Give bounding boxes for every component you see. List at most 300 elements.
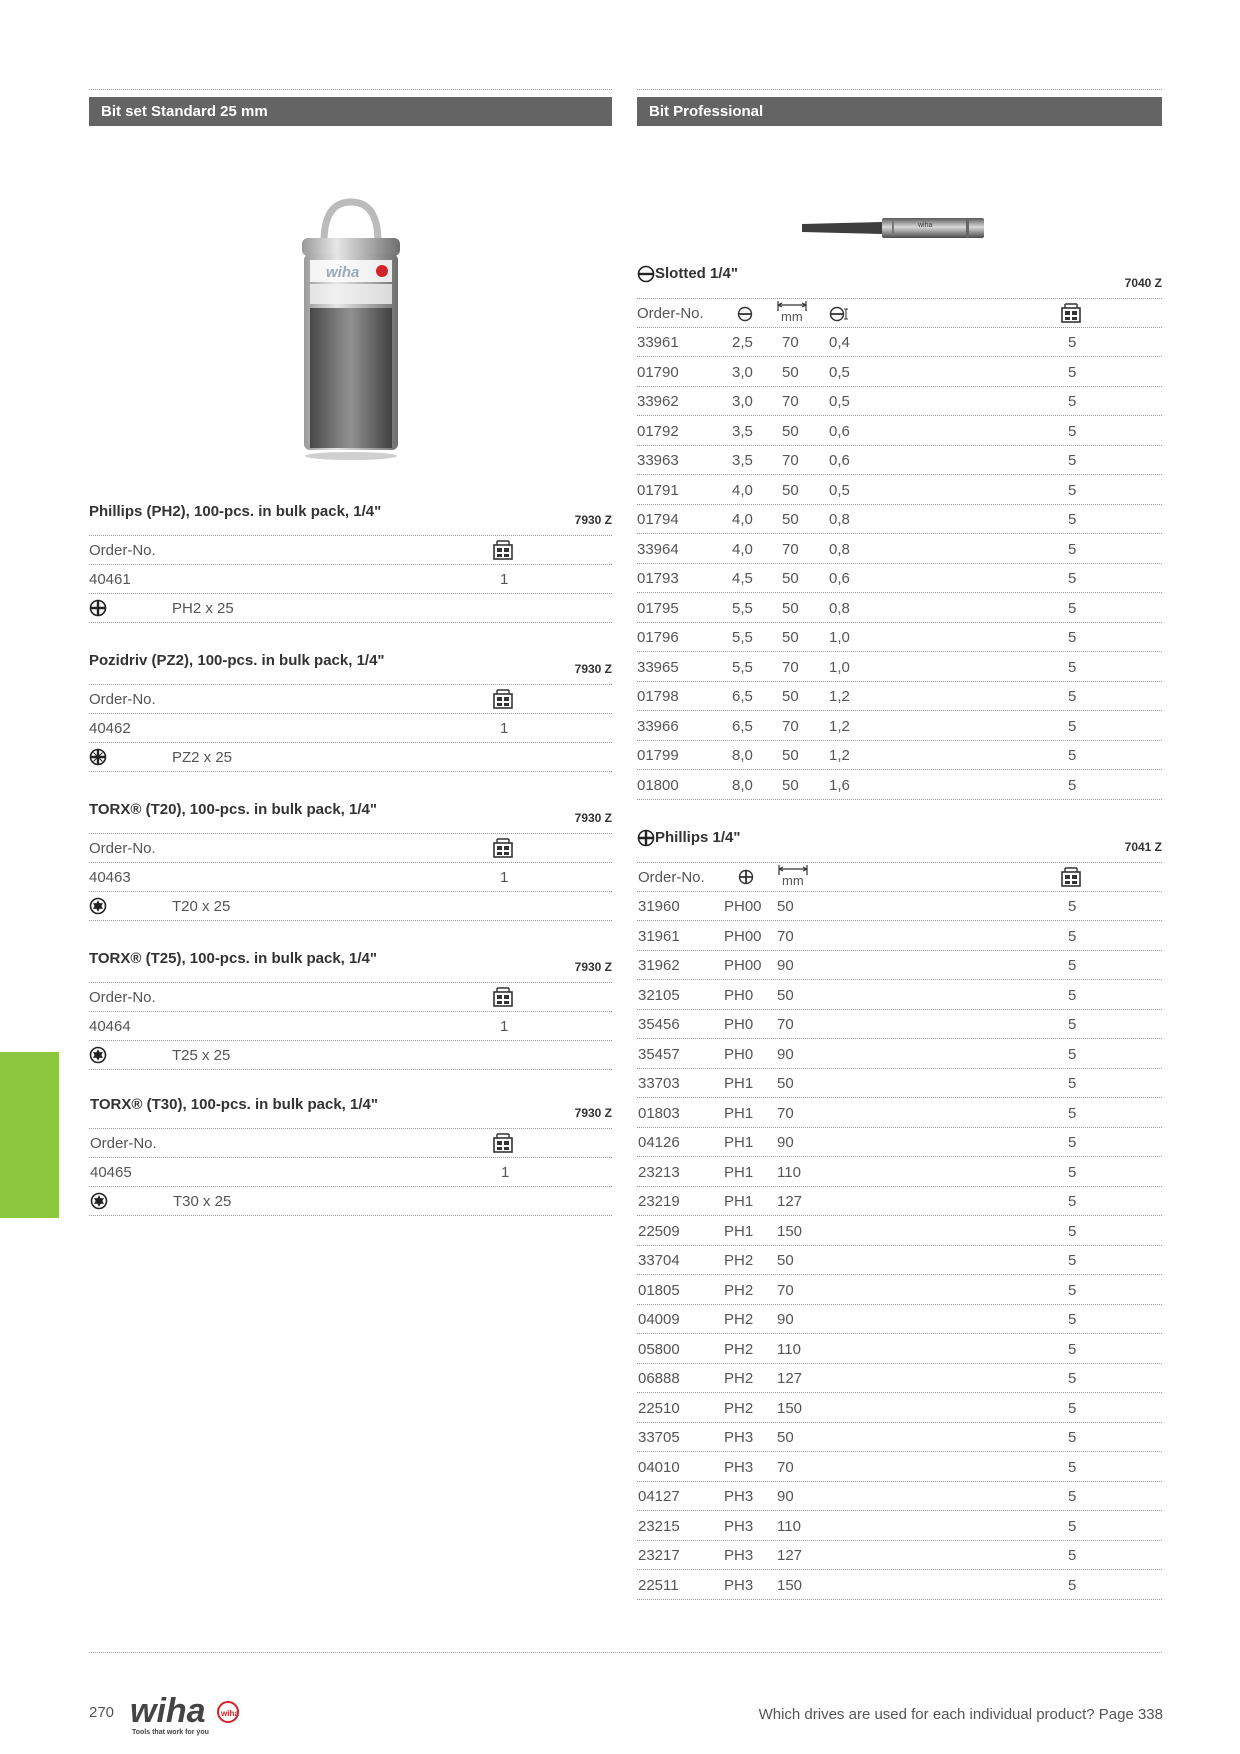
phillips-title-text: Phillips 1/4" bbox=[655, 829, 741, 846]
table-cell: 23215 bbox=[638, 1517, 680, 1535]
order-no-label: Order-No. bbox=[89, 840, 156, 857]
article-code: 7930 Z bbox=[574, 1106, 612, 1120]
table-cell: 0,5 bbox=[829, 481, 850, 499]
left-header-bar: Bit set Standard 25 mm bbox=[89, 97, 612, 126]
table-cell: 50 bbox=[777, 898, 794, 915]
size-row bbox=[89, 1187, 612, 1216]
order-no-label: Order-No. bbox=[638, 869, 705, 886]
table-row bbox=[637, 771, 1162, 800]
table-cell: 3,5 bbox=[732, 422, 753, 440]
table-row bbox=[637, 1158, 1162, 1187]
table-cell: 01792 bbox=[637, 422, 679, 440]
table-cell: PH3 bbox=[724, 1547, 754, 1564]
table-cell: 31960 bbox=[638, 898, 680, 915]
table-cell: PH1 bbox=[724, 1104, 754, 1122]
table-cell: 5 bbox=[1068, 1252, 1077, 1269]
table-cell: 4,0 bbox=[732, 540, 753, 558]
table-cell: PH3 bbox=[724, 1458, 754, 1476]
blade-thickness-icon bbox=[829, 305, 849, 322]
table-cell: 0,8 bbox=[829, 599, 850, 617]
table-cell: 90 bbox=[777, 1134, 794, 1151]
table-cell: 70 bbox=[782, 452, 799, 469]
table-row bbox=[637, 981, 1162, 1010]
table-cell: 50 bbox=[782, 599, 799, 617]
table-cell: 1,2 bbox=[829, 688, 850, 705]
table-row bbox=[637, 1335, 1162, 1364]
table-cell: PH2 bbox=[724, 1340, 754, 1358]
order-row bbox=[89, 1158, 612, 1187]
table-cell: 5 bbox=[1068, 1222, 1077, 1240]
package-icon bbox=[1061, 303, 1081, 323]
wiha-logo bbox=[130, 1692, 240, 1741]
table-cell: 5 bbox=[1068, 1547, 1077, 1564]
table-cell: 23217 bbox=[638, 1547, 680, 1564]
phillips-icon bbox=[637, 829, 655, 846]
table-cell: PH3 bbox=[724, 1488, 754, 1505]
table-cell: 5 bbox=[1068, 1016, 1077, 1033]
table-cell: 5 bbox=[1068, 1163, 1077, 1181]
table-cell: 5 bbox=[1068, 1429, 1077, 1446]
svg-text:wiha: wiha bbox=[918, 222, 933, 229]
table-cell: 5 bbox=[1068, 898, 1077, 915]
table-cell: 8,0 bbox=[732, 747, 753, 764]
order-no-label: Order-No. bbox=[89, 691, 156, 708]
table-row bbox=[637, 712, 1162, 741]
table-cell: 3,0 bbox=[732, 393, 753, 410]
table-row bbox=[637, 505, 1162, 534]
section-title: TORX® (T30), 100-pcs. in bulk pack, 1/4" bbox=[90, 1096, 378, 1113]
svg-text:wiha: wiha bbox=[326, 264, 360, 281]
table-cell: 3,5 bbox=[732, 452, 753, 469]
table-cell: 5 bbox=[1068, 1311, 1077, 1328]
table-row bbox=[637, 1512, 1162, 1541]
table-row bbox=[637, 1010, 1162, 1039]
table-cell: 5,5 bbox=[732, 658, 753, 676]
table-row bbox=[637, 682, 1162, 711]
footer-note: Which drives are used for each individual product? Page 338 bbox=[758, 1706, 1163, 1723]
quantity: 1 bbox=[500, 571, 509, 588]
table-cell: 70 bbox=[782, 717, 799, 735]
table-cell: 50 bbox=[782, 629, 799, 646]
table-row bbox=[637, 1423, 1162, 1452]
package-icon bbox=[493, 1133, 513, 1153]
table-row bbox=[637, 1069, 1162, 1098]
table-cell: 01793 bbox=[637, 570, 679, 587]
table-cell: 5 bbox=[1068, 776, 1077, 794]
table-cell: 127 bbox=[777, 1547, 803, 1564]
table-row bbox=[637, 1453, 1162, 1482]
table-cell: 0,6 bbox=[829, 452, 850, 469]
order-no-label: Order-No. bbox=[90, 1135, 157, 1152]
table-cell: 5 bbox=[1068, 927, 1077, 945]
table-cell: 05800 bbox=[638, 1340, 680, 1358]
table-cell: 5 bbox=[1068, 1370, 1077, 1387]
table-cell: 4,0 bbox=[732, 481, 753, 499]
table-cell: 5 bbox=[1068, 363, 1077, 381]
footer-rule bbox=[89, 1652, 1162, 1653]
table-cell: 5 bbox=[1068, 1517, 1077, 1535]
package-icon bbox=[493, 838, 513, 858]
page-number: 270 bbox=[89, 1704, 115, 1721]
table-cell: 23213 bbox=[638, 1163, 680, 1181]
table-cell: 150 bbox=[777, 1399, 803, 1417]
article-code: 7930 Z bbox=[574, 513, 612, 527]
table-row bbox=[637, 1305, 1162, 1334]
slotted-title-text: Slotted 1/4" bbox=[655, 265, 738, 282]
table-cell: 5 bbox=[1068, 570, 1077, 587]
table-cell: PH1 bbox=[724, 1134, 754, 1151]
bit-size: PZ2 x 25 bbox=[172, 749, 233, 766]
table-cell: 1,0 bbox=[829, 658, 850, 676]
slotted-article-code: 7040 Z bbox=[1124, 276, 1162, 290]
table-row bbox=[637, 1394, 1162, 1423]
article-code: 7930 Z bbox=[574, 662, 612, 676]
table-cell: 5 bbox=[1068, 599, 1077, 617]
table-cell: 50 bbox=[782, 776, 799, 794]
table-row bbox=[637, 1187, 1162, 1216]
table-cell: 90 bbox=[777, 1311, 794, 1328]
table-cell: 4,5 bbox=[732, 570, 753, 587]
table-row bbox=[637, 951, 1162, 980]
table-cell: 0,6 bbox=[829, 422, 850, 440]
table-row bbox=[637, 446, 1162, 475]
table-cell: 5 bbox=[1068, 957, 1077, 974]
table-cell: 50 bbox=[782, 688, 799, 705]
table-cell: 50 bbox=[777, 1075, 794, 1092]
section-title: TORX® (T25), 100-pcs. in bulk pack, 1/4" bbox=[89, 950, 377, 967]
torx-icon bbox=[89, 897, 107, 915]
table-cell: 4,0 bbox=[732, 511, 753, 528]
table-cell: 31961 bbox=[638, 927, 680, 945]
table-row bbox=[637, 1541, 1162, 1570]
table-cell: 5 bbox=[1068, 1399, 1077, 1417]
table-cell: 5 bbox=[1068, 1104, 1077, 1122]
svg-text:Tools that work for you: Tools that work for you bbox=[132, 1729, 209, 1736]
bit-size: T25 x 25 bbox=[172, 1047, 231, 1064]
table-cell: 150 bbox=[777, 1576, 803, 1594]
order-no-label: Order-No. bbox=[637, 305, 704, 322]
svg-text:wiha: wiha bbox=[221, 1709, 239, 1718]
table-cell: 22511 bbox=[638, 1576, 679, 1594]
table-cell: 110 bbox=[777, 1163, 801, 1181]
table-row bbox=[637, 358, 1162, 387]
order-row bbox=[89, 565, 612, 594]
table-cell: 6,5 bbox=[732, 717, 753, 735]
mm-label: mm bbox=[782, 873, 804, 888]
phillips-header-row bbox=[637, 863, 1162, 892]
table-cell: 50 bbox=[782, 481, 799, 499]
table-cell: PH2 bbox=[724, 1370, 754, 1387]
table-cell: 6,5 bbox=[732, 688, 753, 705]
table-cell: 70 bbox=[777, 1104, 794, 1122]
table-cell: 01790 bbox=[637, 363, 679, 381]
table-cell: 0,5 bbox=[829, 363, 850, 381]
table-cell: 5,5 bbox=[732, 599, 753, 617]
table-row bbox=[637, 564, 1162, 593]
order-header-row bbox=[89, 1129, 612, 1158]
size-row bbox=[89, 594, 612, 623]
mm-label: mm bbox=[781, 309, 803, 324]
table-cell: 50 bbox=[782, 747, 799, 764]
table-cell: 01795 bbox=[637, 599, 679, 617]
table-cell: 5 bbox=[1068, 1488, 1077, 1505]
table-cell: 33961 bbox=[637, 334, 679, 351]
table-cell: 01796 bbox=[637, 629, 679, 646]
table-row bbox=[637, 387, 1162, 416]
table-cell: 0,6 bbox=[829, 570, 850, 587]
quantity: 1 bbox=[500, 720, 509, 737]
table-cell: 01791 bbox=[637, 481, 679, 499]
length-icon bbox=[777, 297, 807, 331]
phillips-icon bbox=[89, 599, 107, 617]
order-no: 40463 bbox=[89, 869, 131, 886]
table-row bbox=[637, 1099, 1162, 1128]
table-cell: 22510 bbox=[638, 1399, 680, 1417]
slotted-icon bbox=[637, 265, 655, 282]
size-row bbox=[89, 1041, 612, 1070]
table-cell: PH3 bbox=[724, 1576, 754, 1594]
package-icon bbox=[493, 540, 513, 560]
bulk-pack-image bbox=[296, 198, 406, 460]
table-cell: 5,5 bbox=[732, 629, 753, 646]
table-cell: 50 bbox=[782, 422, 799, 440]
table-cell: 5 bbox=[1068, 422, 1077, 440]
order-no: 40464 bbox=[89, 1018, 131, 1035]
table-cell: 01798 bbox=[637, 688, 679, 705]
bit-size: T30 x 25 bbox=[173, 1193, 232, 1210]
table-cell: 0,8 bbox=[829, 511, 850, 528]
order-header-row bbox=[89, 685, 612, 714]
table-cell: PH00 bbox=[724, 927, 762, 945]
table-cell: 01799 bbox=[637, 747, 679, 764]
quantity: 1 bbox=[500, 869, 509, 886]
table-cell: 04126 bbox=[638, 1134, 680, 1151]
table-cell: 110 bbox=[777, 1517, 801, 1535]
table-cell: PH1 bbox=[724, 1222, 754, 1240]
table-cell: 0,4 bbox=[829, 334, 850, 351]
order-no: 40465 bbox=[90, 1164, 132, 1181]
slotted-title bbox=[637, 265, 738, 283]
table-cell: 5 bbox=[1068, 452, 1077, 469]
section-title: Pozidriv (PZ2), 100-pcs. in bulk pack, 1/4" bbox=[89, 652, 385, 669]
table-cell: 70 bbox=[782, 658, 799, 676]
table-cell: 01803 bbox=[638, 1104, 680, 1122]
table-cell: 70 bbox=[782, 334, 799, 351]
table-cell: 5 bbox=[1068, 688, 1077, 705]
table-cell: 5 bbox=[1068, 481, 1077, 499]
table-cell: 70 bbox=[777, 1458, 794, 1476]
table-cell: 35456 bbox=[638, 1016, 680, 1033]
table-cell: 5 bbox=[1068, 1458, 1077, 1476]
table-cell: 5 bbox=[1068, 1576, 1077, 1594]
table-cell: 5 bbox=[1068, 717, 1077, 735]
table-cell: 5 bbox=[1068, 1134, 1077, 1151]
table-row bbox=[637, 1276, 1162, 1305]
table-cell: 22509 bbox=[638, 1222, 680, 1240]
table-cell: 50 bbox=[777, 986, 794, 1004]
package-icon bbox=[493, 689, 513, 709]
table-cell: PH3 bbox=[724, 1517, 754, 1535]
phillips-article-code: 7041 Z bbox=[1124, 840, 1162, 854]
table-cell: 31962 bbox=[638, 957, 680, 974]
table-row bbox=[637, 594, 1162, 623]
pozidriv-icon bbox=[89, 748, 107, 766]
table-cell: 04127 bbox=[638, 1488, 680, 1505]
torx-icon bbox=[89, 1046, 107, 1064]
table-cell: 5 bbox=[1068, 393, 1077, 410]
table-cell: PH2 bbox=[724, 1311, 754, 1328]
table-cell: 50 bbox=[782, 363, 799, 381]
table-cell: 70 bbox=[777, 927, 794, 945]
order-no: 40462 bbox=[89, 720, 131, 737]
table-cell: 2,5 bbox=[732, 334, 753, 351]
table-cell: 5 bbox=[1068, 1340, 1077, 1358]
order-header-row bbox=[89, 536, 612, 565]
table-cell: 1,2 bbox=[829, 747, 850, 764]
section-title: TORX® (T20), 100-pcs. in bulk pack, 1/4" bbox=[89, 801, 377, 818]
table-cell: 5 bbox=[1068, 540, 1077, 558]
table-cell: 5 bbox=[1068, 1281, 1077, 1299]
phillips-title bbox=[637, 829, 740, 847]
table-cell: 70 bbox=[782, 540, 799, 558]
bit-size: T20 x 25 bbox=[172, 898, 231, 915]
table-cell: 90 bbox=[777, 1488, 794, 1505]
order-no-label: Order-No. bbox=[89, 542, 156, 559]
table-cell: 33965 bbox=[637, 658, 679, 676]
table-cell: 50 bbox=[777, 1429, 794, 1446]
table-cell: 33962 bbox=[637, 393, 679, 410]
table-cell: PH00 bbox=[724, 957, 762, 974]
table-cell: 33963 bbox=[637, 452, 679, 469]
table-cell: PH0 bbox=[724, 986, 754, 1004]
table-row bbox=[637, 1217, 1162, 1246]
table-cell: 127 bbox=[777, 1370, 803, 1387]
table-cell: 01794 bbox=[637, 511, 679, 528]
table-row bbox=[637, 922, 1162, 951]
table-row bbox=[637, 653, 1162, 682]
table-cell: 5 bbox=[1068, 1075, 1077, 1092]
order-row bbox=[89, 714, 612, 743]
table-row bbox=[637, 1571, 1162, 1600]
quantity: 1 bbox=[500, 1018, 509, 1035]
table-cell: PH00 bbox=[724, 898, 762, 915]
package-icon bbox=[1061, 867, 1081, 887]
table-cell: 5 bbox=[1068, 629, 1077, 646]
table-cell: 50 bbox=[782, 570, 799, 587]
table-cell: 04010 bbox=[638, 1458, 680, 1476]
table-cell: 70 bbox=[777, 1016, 794, 1033]
bit-image bbox=[800, 214, 990, 240]
table-cell: 33703 bbox=[638, 1075, 680, 1092]
table-cell: PH1 bbox=[724, 1193, 754, 1210]
table-cell: 5 bbox=[1068, 747, 1077, 764]
table-row bbox=[637, 741, 1162, 770]
table-cell: 5 bbox=[1068, 658, 1077, 676]
table-row bbox=[637, 892, 1162, 921]
size-row bbox=[89, 743, 612, 772]
table-cell: 90 bbox=[777, 1045, 794, 1063]
table-cell: 32105 bbox=[638, 986, 680, 1004]
table-row bbox=[637, 1364, 1162, 1393]
table-row bbox=[637, 1482, 1162, 1511]
order-row bbox=[89, 1012, 612, 1041]
right-top-rule bbox=[637, 89, 1162, 90]
table-cell: 33966 bbox=[637, 717, 679, 735]
table-cell: 23219 bbox=[638, 1193, 680, 1210]
table-cell: 35457 bbox=[638, 1045, 680, 1063]
table-cell: 33964 bbox=[637, 540, 679, 558]
table-cell: 04009 bbox=[638, 1311, 680, 1328]
table-cell: 5 bbox=[1068, 986, 1077, 1004]
right-header-bar: Bit Professional bbox=[637, 97, 1162, 126]
table-row bbox=[637, 623, 1162, 652]
size-row bbox=[89, 892, 612, 921]
table-cell: 5 bbox=[1068, 1045, 1077, 1063]
chapter-tab bbox=[0, 1052, 59, 1218]
article-code: 7930 Z bbox=[574, 960, 612, 974]
order-no: 40461 bbox=[89, 571, 131, 588]
table-cell: 33705 bbox=[638, 1429, 680, 1446]
table-cell: 01805 bbox=[638, 1281, 680, 1299]
table-cell: 0,5 bbox=[829, 393, 850, 410]
table-cell: PH3 bbox=[724, 1429, 754, 1446]
table-cell: PH1 bbox=[724, 1163, 754, 1181]
table-cell: 1,2 bbox=[829, 717, 850, 735]
section-title: Phillips (PH2), 100-pcs. in bulk pack, 1/4" bbox=[89, 503, 382, 520]
table-cell: PH2 bbox=[724, 1399, 754, 1417]
svg-text:wiha: wiha bbox=[130, 1692, 206, 1730]
table-cell: 5 bbox=[1068, 511, 1077, 528]
table-cell: 1,6 bbox=[829, 776, 850, 794]
table-row bbox=[637, 1128, 1162, 1157]
table-cell: 70 bbox=[782, 393, 799, 410]
length-icon bbox=[778, 861, 808, 895]
bit-size: PH2 x 25 bbox=[172, 600, 234, 617]
table-cell: 06888 bbox=[638, 1370, 680, 1387]
table-row bbox=[637, 1040, 1162, 1069]
order-row bbox=[89, 863, 612, 892]
order-header-row bbox=[89, 834, 612, 863]
table-cell: 01800 bbox=[637, 776, 679, 794]
table-cell: 8,0 bbox=[732, 776, 753, 794]
table-row bbox=[637, 535, 1162, 564]
table-cell: PH0 bbox=[724, 1045, 754, 1063]
torx-icon bbox=[90, 1192, 108, 1210]
left-top-rule bbox=[89, 89, 612, 90]
table-row bbox=[637, 476, 1162, 505]
table-cell: PH0 bbox=[724, 1016, 754, 1033]
table-cell: PH1 bbox=[724, 1075, 754, 1092]
table-cell: 150 bbox=[777, 1222, 803, 1240]
table-row bbox=[637, 1246, 1162, 1275]
table-row bbox=[637, 417, 1162, 446]
package-icon bbox=[493, 987, 513, 1007]
table-cell: PH2 bbox=[724, 1281, 754, 1299]
order-no-label: Order-No. bbox=[89, 989, 156, 1006]
table-cell: PH2 bbox=[724, 1252, 754, 1269]
table-cell: 50 bbox=[777, 1252, 794, 1269]
table-cell: 50 bbox=[782, 511, 799, 528]
table-cell: 33704 bbox=[638, 1252, 680, 1269]
table-cell: 1,0 bbox=[829, 629, 850, 646]
table-cell: 110 bbox=[777, 1340, 801, 1358]
table-cell: 5 bbox=[1068, 1193, 1077, 1210]
quantity: 1 bbox=[501, 1164, 510, 1181]
table-cell: 3,0 bbox=[732, 363, 753, 381]
phillips-size-icon bbox=[738, 868, 754, 885]
table-cell: 5 bbox=[1068, 334, 1077, 351]
table-cell: 127 bbox=[777, 1193, 803, 1210]
